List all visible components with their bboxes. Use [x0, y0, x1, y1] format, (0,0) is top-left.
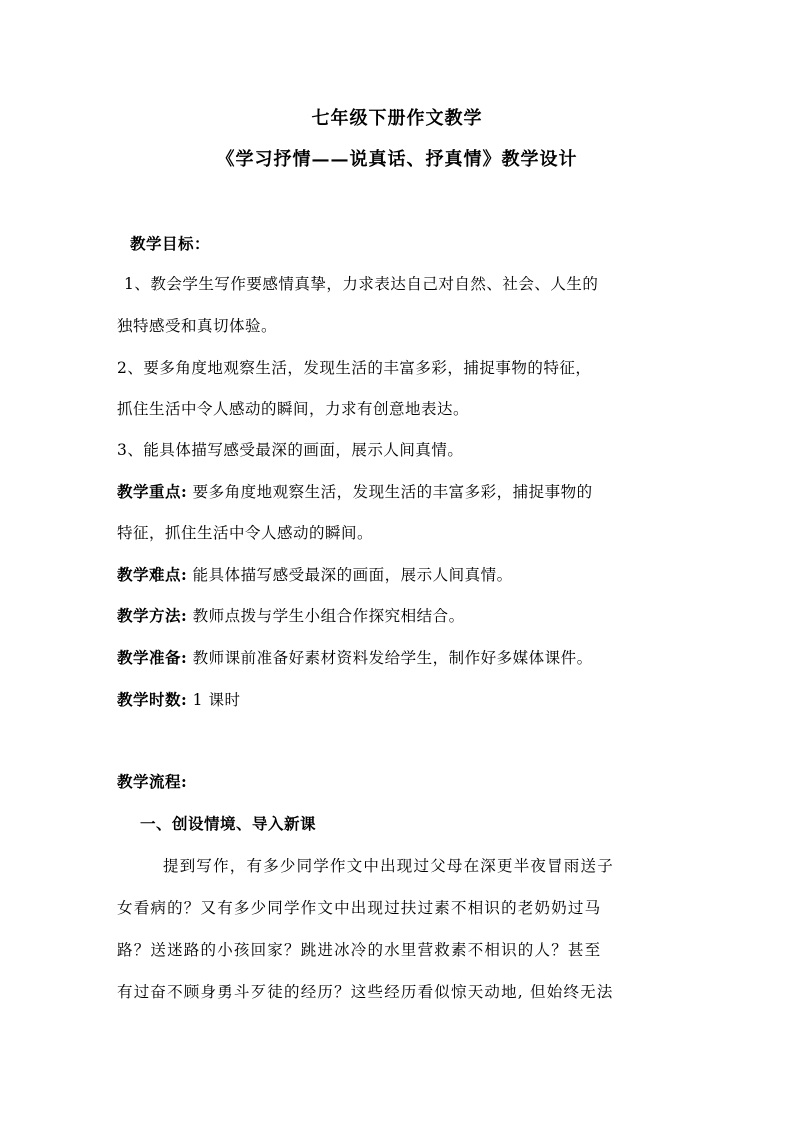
hours-label: 教学时数: — [117, 690, 188, 709]
difficulty-label: 教学难点: — [117, 565, 188, 584]
objective-2-line-2: 抓住生活中令人感动的瞬间，力求有创意地表达。 — [117, 400, 470, 418]
method-row — [117, 606, 692, 626]
document-subtitle: 《学习抒情——说真话、抒真情》教学设计 — [216, 149, 578, 170]
paragraph-1-line-2: 女看病的？又有多少同学作文中出现过扶过素不相识的老奶奶过马 — [117, 899, 602, 917]
hours-row — [117, 690, 692, 710]
objectives-heading: 教学目标： — [130, 234, 211, 253]
objective-1-line-1: 1、教会学生写作要感情真挚，力求表达自己对自然、社会、人生的 — [124, 275, 599, 293]
key-point-row — [117, 482, 692, 502]
hours-text: 1 课时 — [187, 691, 241, 709]
difficulty-text: 能具体描写感受最深的画面，展示人间真情。 — [187, 566, 513, 584]
section-1-heading: 一、创设情境、导入新课 — [140, 814, 317, 833]
paragraph-1-line-4: 有过奋不顾身勇斗歹徒的经历？这些经历看似惊天动地, 但始终无法 — [117, 983, 614, 1001]
preparation-label: 教学准备: — [117, 648, 188, 667]
key-point-text: 要多角度地观察生活，发现生活的丰富多彩，捕捉事物的 — [187, 483, 593, 501]
paragraph-1-line-1: 提到写作，有多少同学作文中出现过父母在深更半夜冒雨送子 — [163, 857, 614, 875]
process-heading: 教学流程: — [117, 772, 188, 791]
paragraph-1-line-3: 路？送迷路的小孩回家？跳进冰冷的水里营救素不相识的人？甚至 — [117, 941, 602, 959]
objective-1-line-2: 独特感受和真切体验。 — [117, 317, 278, 335]
preparation-row — [117, 648, 692, 668]
objective-2-line-1: 2、要多角度地观察生活，发现生活的丰富多彩，捕捉事物的特征， — [117, 359, 592, 377]
method-label: 教学方法: — [117, 606, 188, 625]
objective-3: 3、能具体描写感受最深的画面，展示人间真情。 — [117, 441, 464, 459]
difficulty-row — [117, 565, 692, 585]
key-point-line-2: 特征，抓住生活中令人感动的瞬间。 — [117, 524, 374, 542]
key-point-label: 教学重点: — [117, 482, 188, 501]
method-text: 教师点拨与学生小组合作探究相结合。 — [187, 607, 465, 625]
preparation-text: 教师课前准备好素材资料发给学生，制作好多媒体课件。 — [187, 649, 593, 667]
document-title: 七年级下册作文教学 — [311, 108, 483, 129]
